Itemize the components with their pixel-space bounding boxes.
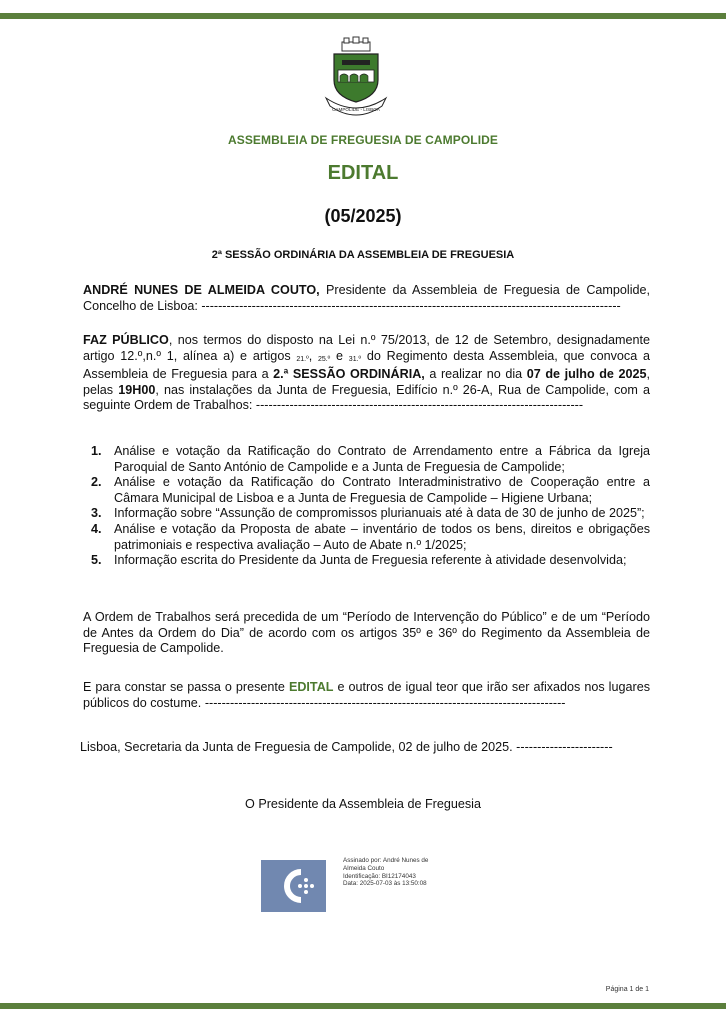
agenda-item-text: Informação escrita do Presidente da Junta de Freguesia referente à atividade desenvolvida; [114, 553, 627, 568]
page-number: Página 1 de 1 [605, 986, 649, 993]
announcement-text-5: , nas instalações da Junta de Freguesia, Edifício n.º 26-A, Rua de Campolide, com a seguinte Ordem de Trabalhos: [83, 382, 651, 413]
announcement-text-1: , nos termos do disposto na Lei n.º 75/2013, de 12 de Setembro, designadamente artigo 12.º,n.º 1, alínea a) e artigos [83, 333, 650, 363]
agenda-item-text: Informação sobre “Assunção de compromissos plurianuais até à data de 30 de junho de 2025”; [114, 506, 645, 521]
announcement-paragraph [83, 333, 650, 414]
signature-date: Data: 2025-07-03 às 13:50:08 [343, 880, 427, 888]
bottom-border-bar [0, 1003, 726, 1009]
announcement-lead: FAZ PÚBLICO [83, 333, 169, 347]
separator-1: , [308, 348, 318, 363]
closing-text-2: e outros de igual teor que irão ser afixados nos lugares públicos do costume. [83, 680, 650, 710]
edital-number: (05/2025) [324, 206, 402, 226]
agenda-list [83, 444, 650, 569]
agenda-item-text: Análise e votação da Proposta de abate – inventário de todos os bens, direitos e obrigações patrimoniais e respectiva avaliação – Auto de Abate n.º 1/2025; [114, 521, 650, 552]
session-bold: 2.ª SESSÃO ORDINÁRIA, [273, 367, 425, 382]
agenda-item [83, 475, 650, 506]
document-title: EDITAL [327, 162, 399, 184]
digital-signature-details [343, 857, 428, 888]
place-date-line: Lisboa, Secretaria da Junta de Freguesia de Campolide, 02 de julho de 2025. ----------------------- [80, 740, 613, 754]
top-border-bar [0, 13, 726, 19]
agenda-item [83, 522, 650, 553]
agenda-item-number: 3. [91, 506, 102, 521]
article-21: 21.º [296, 355, 309, 363]
agenda-item [83, 444, 650, 475]
session-heading: 2ª SESSÃO ORDINÁRIA DA ASSEMBLEIA DE FREGUESIA [211, 249, 515, 261]
agenda-item-number: 1. [91, 444, 102, 458]
announcement-text-2: do Regimento desta Assembleia, que convoca a Assembleia de Freguesia para a [83, 348, 650, 382]
article-31: 31.º [348, 355, 362, 363]
digital-signature-logo-icon [261, 860, 326, 912]
closing-edital-word: EDITAL [288, 680, 334, 694]
announcement-dashes: ------------------------------------------------------------------------------ [255, 398, 584, 413]
crest-ribbon-text: CAMPOLIDE - LISBOA [332, 107, 380, 112]
announcement-text-3: a realizar no dia [424, 367, 527, 382]
closing-paragraph [83, 680, 650, 711]
order-note-paragraph: A Ordem de Trabalhos será precedida de um “Período de Intervenção do Público” e de um “Período de Antes da Ordem do Dia” de acordo com os artigos 35º e 36º do Regimento da Assembleia de Freguesia de Campolide. [83, 610, 650, 656]
agenda-item [83, 506, 650, 522]
closing-text-1: E para constar se passa o presente [83, 680, 289, 694]
signature-signed-by: Assinado por: André Nunes de [343, 857, 429, 864]
agenda-item-number: 2. [91, 475, 102, 490]
signature-identification: Identificação: BI12174043 [343, 872, 416, 880]
meeting-date: 07 de julho de 2025 [526, 367, 647, 382]
article-25: 25.º [317, 355, 331, 363]
signatory-title: O Presidente da Assembleia de Freguesia [245, 797, 481, 811]
closing-dashes: -------------------------------------------------------------------------------------- [204, 695, 566, 710]
intro-paragraph [83, 283, 650, 314]
signature-name: Almeida Couto [343, 864, 385, 872]
agenda-item-number: 4. [91, 521, 102, 536]
intro-text: Presidente da Assembleia de Freguesia de Campolide, Concelho de Lisboa: [83, 283, 651, 313]
president-name: ANDRÉ NUNES DE ALMEIDA COUTO, [83, 283, 320, 297]
separator-2: e [330, 348, 349, 363]
agenda-item-text: Análise e votação da Ratificação do Contrato Interadministrativo de Cooperação entre a Câmara Municipal de Lisboa e a Junta de Freguesia de Campolide – Higiene Urbana; [114, 475, 650, 505]
organization-name: ASSEMBLEIA DE FREGUESIA DE CAMPOLIDE [227, 133, 499, 147]
intro-dashes: ---------------------------------------------------------------------------------------------------- [201, 298, 621, 313]
agenda-item-text: Análise e votação da Ratificação do Contrato de Arrendamento entre a Fábrica da Igreja Paroquial de Santo António de Campolide e a Junta de Freguesia de Campolide; [114, 444, 650, 474]
agenda-item-number: 5. [91, 553, 102, 568]
meeting-time: 19H00 [118, 382, 156, 397]
announcement-text-4: , pelas [83, 367, 651, 397]
campolide-crest-logo [320, 36, 392, 116]
agenda-item [83, 553, 650, 569]
